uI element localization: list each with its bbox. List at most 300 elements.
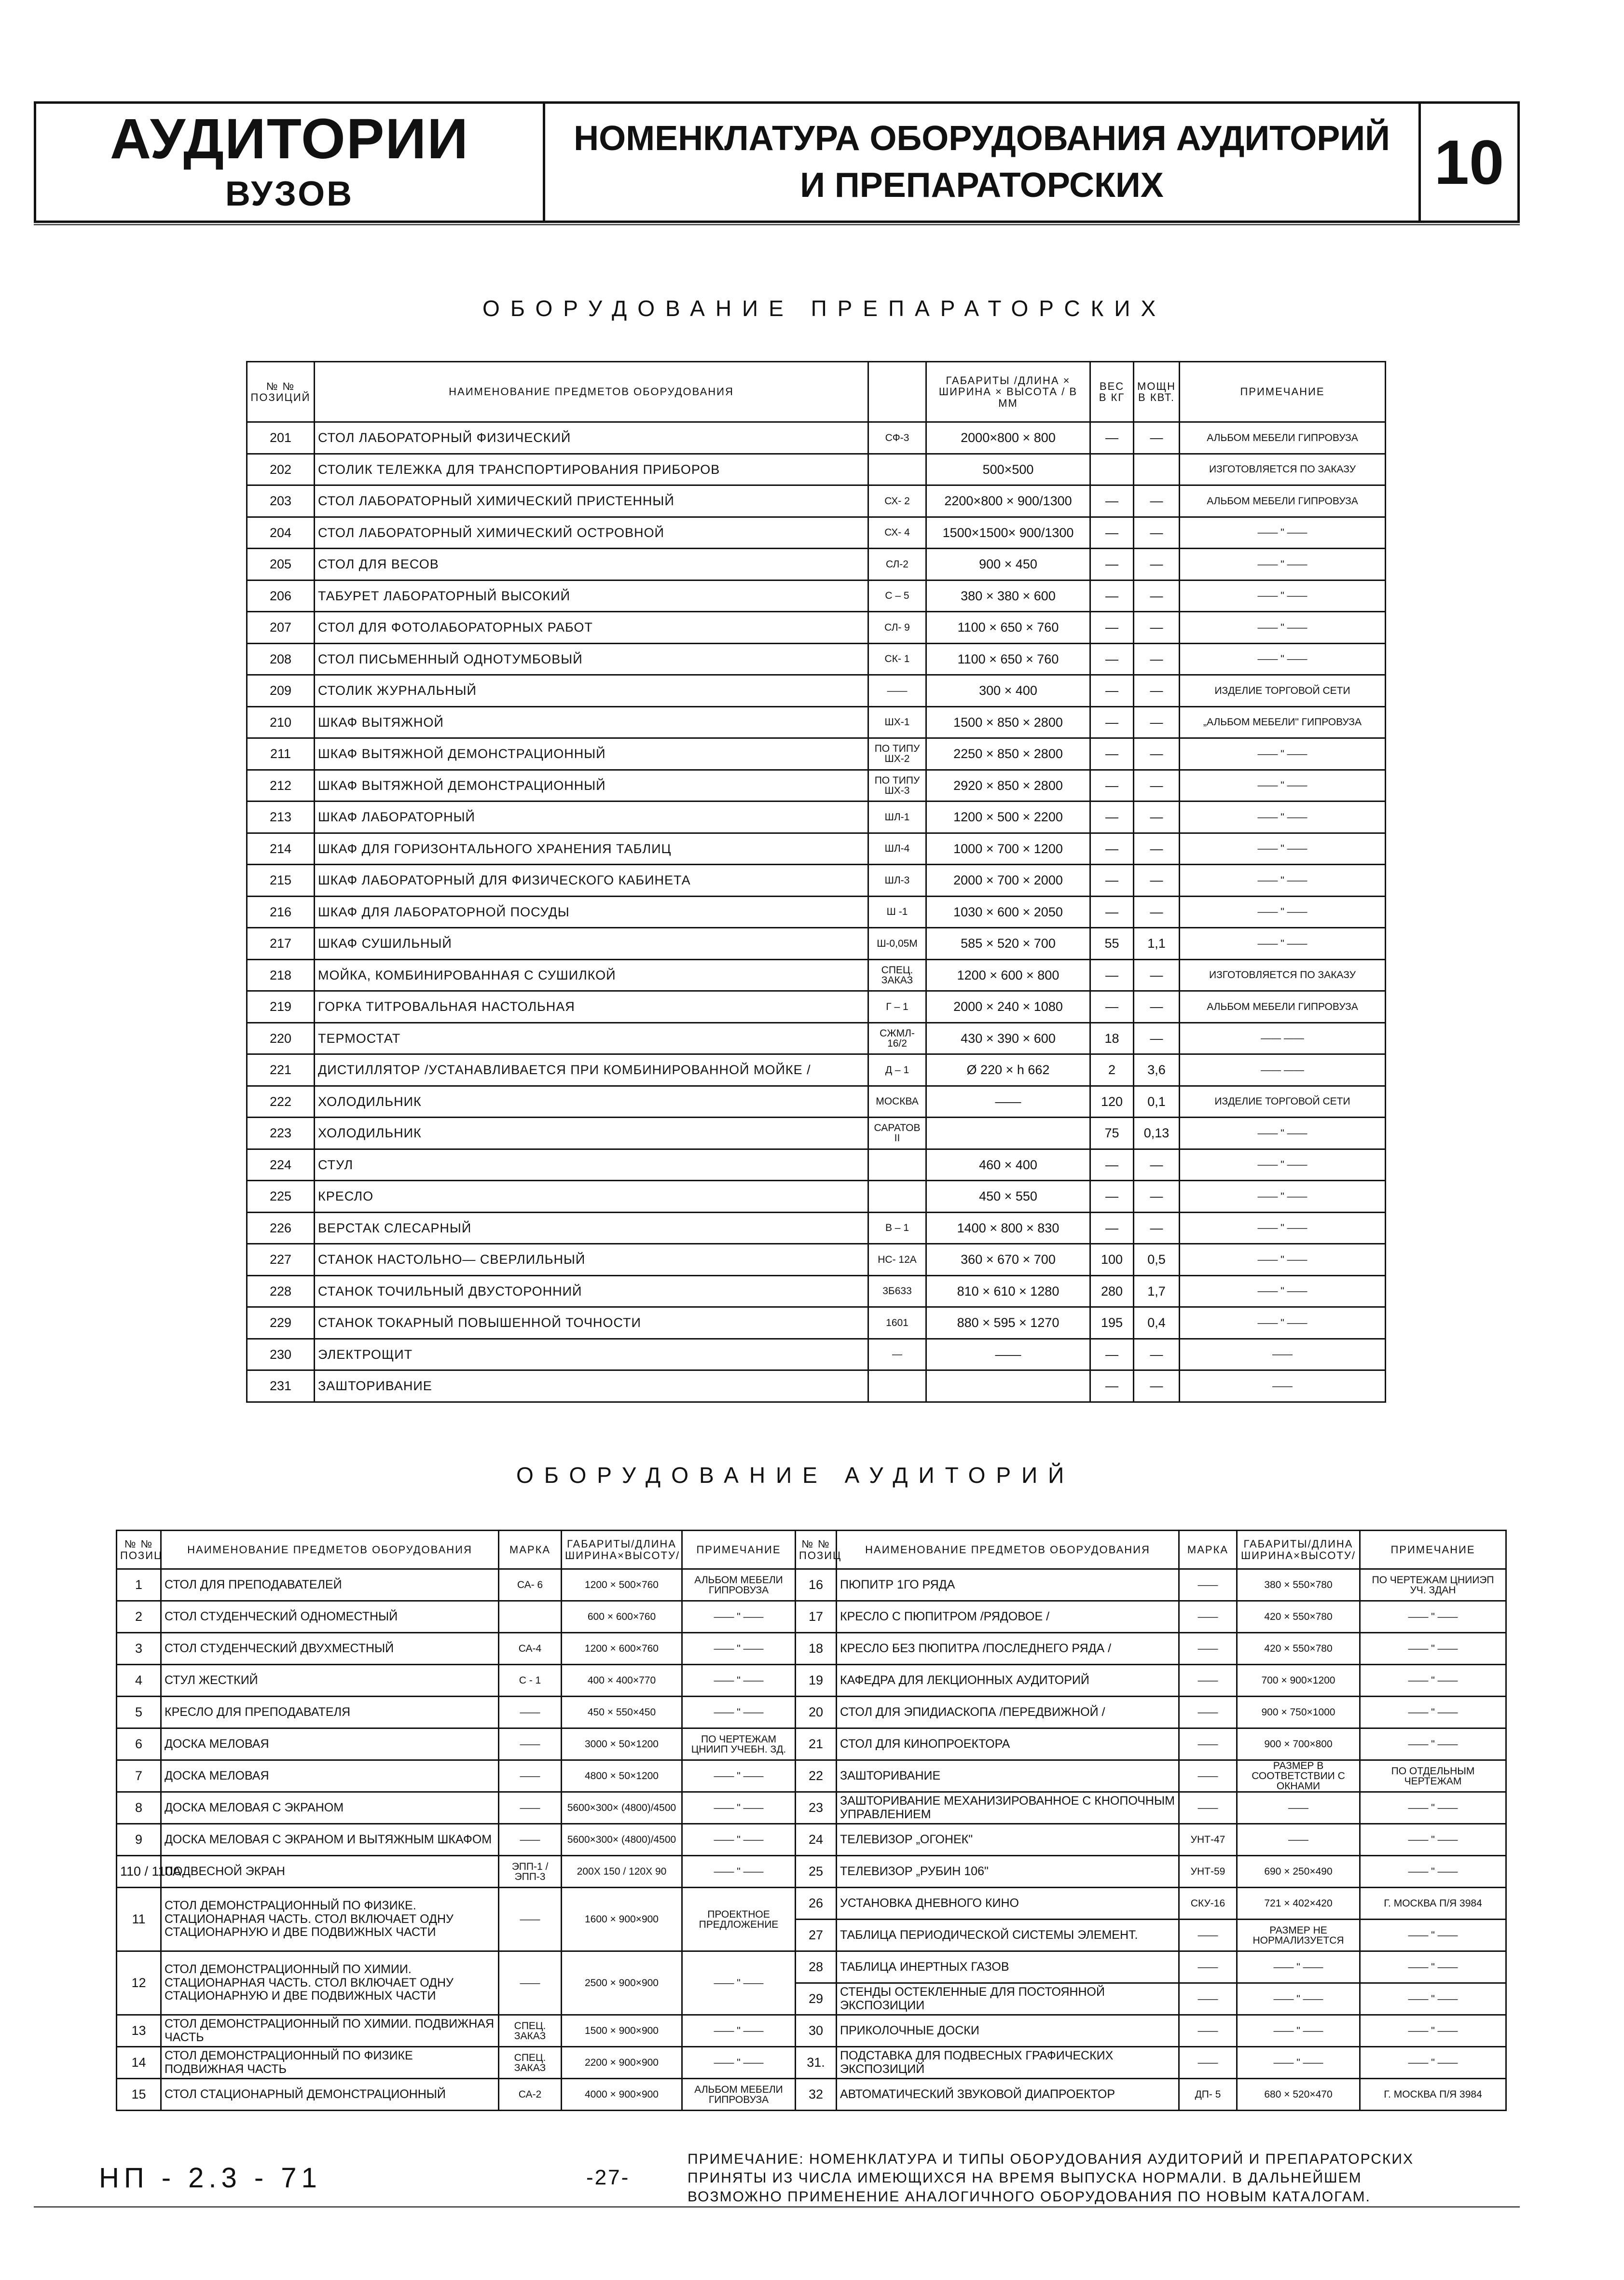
power-cell: — — [1134, 865, 1180, 897]
position-cell: 7 — [117, 1760, 161, 1792]
note-cell: ПО ЧЕРТЕЖАМ ЦНИИП УЧЕБН. ЗД. — [682, 1728, 796, 1760]
mark-cell: —— — [1179, 1697, 1237, 1728]
note-cell: —— " —— — [1360, 1920, 1506, 1951]
table-row — [247, 454, 1386, 485]
mark-cell: ПО ТИПУ ШХ-2 — [868, 738, 926, 770]
table-row — [117, 1665, 1506, 1697]
table-row — [117, 1792, 1506, 1824]
item-name-cell: СТОЛ ДЛЯ ВЕСОВ — [315, 549, 868, 580]
item-name-cell: СТОЛ ДЕМОНСТРАЦИОННЫЙ ПО ФИЗИКЕ ПОДВИЖНАЯ ЧАСТЬ — [161, 2047, 499, 2079]
note-cell: —— " —— — [1180, 833, 1386, 865]
item-name-cell: ДОСКА МЕЛОВАЯ — [161, 1728, 499, 1760]
dimensions-cell: 2200×800 × 900/1300 — [926, 485, 1090, 517]
table-row — [247, 833, 1386, 865]
note-cell: —— " —— — [1360, 1792, 1506, 1824]
position-cell: 17 — [796, 1601, 837, 1633]
mark-cell: —— — [499, 1697, 562, 1728]
table-row — [117, 1569, 1506, 1601]
item-name-cell: СТОЛ ДЕМОНСТРАЦИОННЫЙ ПО ХИМИИ. СТАЦИОНАРНАЯ ЧАСТЬ. СТОЛ ВКЛЮЧАЕТ ОДНУ СТАЦИОНАРНУЮ И ДВЕ ПОДВИЖНЫХ ЧАСТИ — [161, 1951, 499, 2015]
note-cell: —— —— — [1180, 1023, 1386, 1054]
dimensions-cell: 1030 × 600 × 2050 — [926, 896, 1090, 928]
dimensions-cell: 585 × 520 × 700 — [926, 928, 1090, 960]
table-row — [247, 612, 1386, 644]
mark-cell: ДП- 5 — [1179, 2079, 1237, 2111]
dimensions-cell: 4000 × 900×900 — [562, 2079, 682, 2111]
note-cell: —— " —— — [1180, 896, 1386, 928]
note-cell: —— " —— — [1180, 1307, 1386, 1339]
mark-cell: —— — [499, 1728, 562, 1760]
mark-cell: СФ-3 — [868, 422, 926, 454]
position-cell: 25 — [796, 1856, 837, 1888]
mark-cell: СХ- 2 — [868, 485, 926, 517]
position-cell: 212 — [247, 770, 315, 801]
dimensions-cell: 2000 × 240 × 1080 — [926, 991, 1090, 1023]
note-cell: —— " —— — [1360, 1983, 1506, 2015]
mark-cell: —— — [1179, 1601, 1237, 1633]
item-name-cell: СТОЛ ДЕМОНСТРАЦИОННЫЙ ПО ХИМИИ. ПОДВИЖНАЯ ЧАСТЬ — [161, 2015, 499, 2047]
col-header-dimensions: ГАБАРИТЫ/ДЛИНА ШИРИНА×ВЫСОТУ/ — [562, 1531, 682, 1569]
weight-cell: — — [1090, 485, 1134, 517]
table-row — [247, 1370, 1386, 1402]
table-row — [247, 1023, 1386, 1054]
dimensions-cell: 1100 × 650 × 760 — [926, 612, 1090, 644]
note-cell: ИЗДЕЛИЕ ТОРГОВОЙ СЕТИ — [1180, 675, 1386, 707]
item-name-cell: СТОЛИК ЖУРНАЛЬНЫЙ — [315, 675, 868, 707]
table-row — [117, 1697, 1506, 1728]
power-cell: — — [1134, 959, 1180, 991]
mark-cell: СЖМЛ- 16/2 — [868, 1023, 926, 1054]
position-cell: 1 — [117, 1569, 161, 1601]
table-row — [117, 1824, 1506, 1856]
dimensions-cell: —— " —— — [1237, 1983, 1360, 2015]
dimensions-cell: Ø 220 × h 662 — [926, 1054, 1090, 1086]
item-name-cell: СТОЛ ДЛЯ ЭПИДИАСКОПА /ПЕРЕДВИЖНОЙ / — [837, 1697, 1179, 1728]
note-cell: —— — [1180, 1370, 1386, 1402]
mark-cell: Ш -1 — [868, 896, 926, 928]
preparatory-equipment-table — [246, 361, 1386, 1403]
item-name-cell: СТОЛИК ТЕЛЕЖКА ДЛЯ ТРАНСПОРТИРОВАНИЯ ПРИБОРОВ — [315, 454, 868, 485]
power-cell: — — [1134, 675, 1180, 707]
position-cell: 204 — [247, 517, 315, 549]
mark-cell: ШЛ-4 — [868, 833, 926, 865]
power-cell: 0,5 — [1134, 1244, 1180, 1276]
dimensions-cell: 380 × 380 × 600 — [926, 580, 1090, 612]
weight-cell: — — [1090, 1339, 1134, 1370]
power-cell: — — [1134, 1023, 1180, 1054]
mark-cell: —— — [499, 1951, 562, 2015]
note-cell: —— " —— — [682, 1697, 796, 1728]
note-cell: —— " —— — [1180, 1275, 1386, 1307]
dimensions-cell: 1500 × 900×900 — [562, 2015, 682, 2047]
col-header-note: ПРИМЕЧАНИЕ — [682, 1531, 796, 1569]
power-cell: 1,7 — [1134, 1275, 1180, 1307]
mark-cell: —— — [1179, 1569, 1237, 1601]
weight-cell: — — [1090, 896, 1134, 928]
weight-cell: 280 — [1090, 1275, 1134, 1307]
position-cell: 225 — [247, 1181, 315, 1213]
title-block-left — [36, 104, 545, 221]
mark-cell: —— — [1179, 1665, 1237, 1697]
position-cell: 220 — [247, 1023, 315, 1054]
table-row — [247, 770, 1386, 801]
power-cell: — — [1134, 485, 1180, 517]
position-cell: 18 — [796, 1633, 837, 1665]
dimensions-cell: 360 × 670 × 700 — [926, 1244, 1090, 1276]
dimensions-cell: 460 × 400 — [926, 1149, 1090, 1181]
note-cell: —— " —— — [1180, 1149, 1386, 1181]
item-name-cell: УСТАНОВКА ДНЕВНОГО КИНО — [837, 1888, 1179, 1920]
dimensions-cell: 2920 × 850 × 2800 — [926, 770, 1090, 801]
position-cell: 27 — [796, 1920, 837, 1951]
dimensions-cell: —— — [926, 1339, 1090, 1370]
weight-cell: 18 — [1090, 1023, 1134, 1054]
col-header-mark: МАРКА — [1179, 1531, 1237, 1569]
note-cell: „АЛЬБОМ МЕБЕЛИ" ГИПРОВУЗА — [1180, 706, 1386, 738]
note-cell: —— " —— — [682, 2047, 796, 2079]
position-cell: 16 — [796, 1569, 837, 1601]
position-cell: 214 — [247, 833, 315, 865]
item-name-cell: ХОЛОДИЛЬНИК — [315, 1086, 868, 1118]
mark-cell: —— — [499, 1888, 562, 1951]
power-cell: — — [1134, 517, 1180, 549]
item-name-cell: СТУЛ ЖЕСТКИЙ — [161, 1665, 499, 1697]
item-name-cell: ХОЛОДИЛЬНИК — [315, 1118, 868, 1149]
header-divider — [34, 224, 1520, 225]
mark-cell: —— — [1179, 1760, 1237, 1792]
mark-cell: ПО ТИПУ ШХ-3 — [868, 770, 926, 801]
item-name-cell: КАФЕДРА ДЛЯ ЛЕКЦИОННЫХ АУДИТОРИЙ — [837, 1665, 1179, 1697]
footer-divider — [34, 2206, 1520, 2208]
mark-cell: —— — [499, 1760, 562, 1792]
mark-cell: —— — [1179, 1633, 1237, 1665]
power-cell: 0,1 — [1134, 1086, 1180, 1118]
col-header-power: МОЩН В КВТ. — [1134, 362, 1180, 422]
mark-cell: В – 1 — [868, 1212, 926, 1244]
note-cell: —— " —— — [1180, 643, 1386, 675]
position-cell: 226 — [247, 1212, 315, 1244]
dimensions-cell: 2200 × 900×900 — [562, 2047, 682, 2079]
mark-cell: СА-2 — [499, 2079, 562, 2111]
mark-cell: СЛ- 9 — [868, 612, 926, 644]
item-name-cell: КРЕСЛО ДЛЯ ПРЕПОДАВАТЕЛЯ — [161, 1697, 499, 1728]
dimensions-cell — [926, 1118, 1090, 1149]
item-name-cell: СТУЛ — [315, 1149, 868, 1181]
weight-cell: — — [1090, 580, 1134, 612]
item-name-cell: ДИСТИЛЛЯТОР /УСТАНАВЛИВАЕТСЯ ПРИ КОМБИНИРОВАННОЙ МОЙКЕ / — [315, 1054, 868, 1086]
power-cell: 0,13 — [1134, 1118, 1180, 1149]
item-name-cell: АВТОМАТИЧЕСКИЙ ЗВУКОВОЙ ДИАПРОЕКТОР — [837, 2079, 1179, 2111]
position-cell: 228 — [247, 1275, 315, 1307]
dimensions-cell: 2000 × 700 × 2000 — [926, 865, 1090, 897]
item-name-cell: ДОСКА МЕЛОВАЯ С ЭКРАНОМ — [161, 1792, 499, 1824]
dimensions-cell: 1100 × 650 × 760 — [926, 643, 1090, 675]
table-row — [247, 643, 1386, 675]
item-name-cell: ШКАФ ДЛЯ ЛАБОРАТОРНОЙ ПОСУДЫ — [315, 896, 868, 928]
table-row — [247, 1118, 1386, 1149]
footnote-line: ПРИНЯТЫ ИЗ ЧИСЛА ИМЕЮЩИХСЯ НА ВРЕМЯ ВЫПУСКА НОРМАЛИ. В ДАЛЬНЕЙШЕМ — [688, 2170, 1362, 2186]
item-name-cell: ПОДВЕСНОЙ ЭКРАН — [161, 1856, 499, 1888]
note-cell: ПО ЧЕРТЕЖАМ ЦНИИЭП УЧ. ЗДАН — [1360, 1569, 1506, 1601]
weight-cell: — — [1090, 801, 1134, 833]
position-cell: 211 — [247, 738, 315, 770]
dimensions-cell: 5600×300× (4800)/4500 — [562, 1792, 682, 1824]
position-cell: 209 — [247, 675, 315, 707]
mark-cell: ЭПП-1 / ЭПП-3 — [499, 1856, 562, 1888]
item-name-cell: ВЕРСТАК СЛЕСАРНЫЙ — [315, 1212, 868, 1244]
col-header-name: НАИМЕНОВАНИЕ ПРЕДМЕТОВ ОБОРУДОВАНИЯ — [837, 1531, 1179, 1569]
table-row — [247, 517, 1386, 549]
table-row — [247, 928, 1386, 960]
position-cell: 28 — [796, 1951, 837, 1983]
position-cell: 203 — [247, 485, 315, 517]
preparatory-section-title: ОБОРУДОВАНИЕ ПРЕПАРАТОРСКИХ — [482, 296, 1167, 321]
note-cell: —— " —— — [682, 1633, 796, 1665]
mark-cell: ШХ-1 — [868, 706, 926, 738]
note-cell: —— " —— — [1360, 1856, 1506, 1888]
note-cell: —— " —— — [1360, 1697, 1506, 1728]
mark-cell: —— — [499, 1824, 562, 1856]
table-row — [247, 865, 1386, 897]
col-header-mark — [868, 362, 926, 422]
table-row — [117, 1728, 1506, 1760]
dimensions-cell: 1400 × 800 × 830 — [926, 1212, 1090, 1244]
dimensions-cell: —— " —— — [1237, 2015, 1360, 2047]
position-cell: 23 — [796, 1792, 837, 1824]
dimensions-cell: 1600 × 900×900 — [562, 1888, 682, 1951]
note-cell: АЛЬБОМ МЕБЕЛИ ГИПРОВУЗА — [1180, 485, 1386, 517]
position-cell: 231 — [247, 1370, 315, 1402]
position-cell: 9 — [117, 1824, 161, 1856]
table-row — [247, 1339, 1386, 1370]
table-row — [117, 1888, 1506, 1920]
mark-cell: СА-4 — [499, 1633, 562, 1665]
item-name-cell: ШКАФ ВЫТЯЖНОЙ — [315, 706, 868, 738]
mark-cell: —— — [499, 1792, 562, 1824]
dimensions-cell: 600 × 600×760 — [562, 1601, 682, 1633]
footnote-line: ПРИМЕЧАНИЕ: НОМЕНКЛАТУРА И ТИПЫ ОБОРУДОВАНИЯ АУДИТОРИЙ И ПРЕПАРАТОРСКИХ — [688, 2151, 1414, 2167]
table-row — [247, 580, 1386, 612]
item-name-cell: ЗАШТОРИВАНИЕ — [837, 1760, 1179, 1792]
dimensions-cell: 2000×800 × 800 — [926, 422, 1090, 454]
dimensions-cell: 1500×1500× 900/1300 — [926, 517, 1090, 549]
mark-cell: — — [868, 1339, 926, 1370]
dimensions-cell — [926, 1370, 1090, 1402]
mark-cell: —— — [1179, 1983, 1237, 2015]
dimensions-cell: 700 × 900×1200 — [1237, 1665, 1360, 1697]
weight-cell: — — [1090, 865, 1134, 897]
position-cell: 24 — [796, 1824, 837, 1856]
note-cell: АЛЬБОМ МЕБЕЛИ ГИПРОВУЗА — [1180, 991, 1386, 1023]
note-cell: —— " —— — [682, 1665, 796, 1697]
item-name-cell: ТЕЛЕВИЗОР „ОГОНЕК" — [837, 1824, 1179, 1856]
table-row — [247, 1054, 1386, 1086]
weight-cell: 100 — [1090, 1244, 1134, 1276]
note-cell: Г. МОСКВА П/Я 3984 — [1360, 2079, 1506, 2111]
mark-cell: НС- 12А — [868, 1244, 926, 1276]
position-cell: 8 — [117, 1792, 161, 1824]
table-row — [247, 738, 1386, 770]
item-name-cell: ЗАШТОРИВАНИЕ — [315, 1370, 868, 1402]
dimensions-cell: —— — [1237, 1824, 1360, 1856]
power-cell: — — [1134, 1149, 1180, 1181]
mark-cell — [868, 454, 926, 485]
position-cell: 11 — [117, 1888, 161, 1951]
mark-cell: Д – 1 — [868, 1054, 926, 1086]
dimensions-cell: 2250 × 850 × 2800 — [926, 738, 1090, 770]
dimensions-cell: 900 × 450 — [926, 549, 1090, 580]
position-cell: 218 — [247, 959, 315, 991]
dimensions-cell: 1000 × 700 × 1200 — [926, 833, 1090, 865]
dimensions-cell: 900 × 700×800 — [1237, 1728, 1360, 1760]
mark-cell — [868, 1181, 926, 1213]
note-cell: —— " —— — [1180, 1181, 1386, 1213]
position-cell: 227 — [247, 1244, 315, 1276]
power-cell: 3,6 — [1134, 1054, 1180, 1086]
dimensions-cell: —— — [1237, 1792, 1360, 1824]
item-name-cell: СТОЛ ПИСЬМЕННЫЙ ОДНОТУМБОВЫЙ — [315, 643, 868, 675]
table-row — [247, 675, 1386, 707]
power-cell: — — [1134, 991, 1180, 1023]
item-name-cell: СТОЛ ДЛЯ ПРЕПОДАВАТЕЛЕЙ — [161, 1569, 499, 1601]
position-cell: 202 — [247, 454, 315, 485]
weight-cell: 120 — [1090, 1086, 1134, 1118]
position-cell: 110 / 110А — [117, 1856, 161, 1888]
dimensions-cell: 1200 × 600 × 800 — [926, 959, 1090, 991]
item-name-cell: СТЕНДЫ ОСТЕКЛЕННЫЕ ДЛЯ ПОСТОЯННОЙ ЭКСПОЗИЦИИ — [837, 1983, 1179, 2015]
table-row — [247, 706, 1386, 738]
item-name-cell: СТОЛ ДЕМОНСТРАЦИОННЫЙ ПО ФИЗИКЕ. СТАЦИОНАРНАЯ ЧАСТЬ. СТОЛ ВКЛЮЧАЕТ ОДНУ СТАЦИОНАРНУЮ И ДВЕ ПОДВИЖНЫХ ЧАСТИ — [161, 1888, 499, 1951]
position-cell: 222 — [247, 1086, 315, 1118]
sheet-number: 10 — [1434, 127, 1504, 197]
position-cell: 4 — [117, 1665, 161, 1697]
dimensions-cell: 690 × 250×490 — [1237, 1856, 1360, 1888]
power-cell: — — [1134, 1212, 1180, 1244]
position-cell: 221 — [247, 1054, 315, 1086]
item-name-cell: СТАНОК ТОЧИЛЬНЫЙ ДВУСТОРОННИЙ — [315, 1275, 868, 1307]
position-cell: 22 — [796, 1760, 837, 1792]
dimensions-cell: —— — [926, 1086, 1090, 1118]
mark-cell: СЛ-2 — [868, 549, 926, 580]
weight-cell: — — [1090, 770, 1134, 801]
weight-cell: — — [1090, 549, 1134, 580]
item-name-cell: ЭЛЕКТРОЩИТ — [315, 1339, 868, 1370]
position-cell: 29 — [796, 1983, 837, 2015]
item-name-cell: СТОЛ СТАЦИОНАРНЫЙ ДЕМОНСТРАЦИОННЫЙ — [161, 2079, 499, 2111]
dimensions-cell: 420 × 550×780 — [1237, 1633, 1360, 1665]
item-name-cell: ПРИКОЛОЧНЫЕ ДОСКИ — [837, 2015, 1179, 2047]
table-row — [247, 959, 1386, 991]
position-cell: 3 — [117, 1633, 161, 1665]
position-cell: 208 — [247, 643, 315, 675]
item-name-cell: СТОЛ ДЛЯ КИНОПРОЕКТОРА — [837, 1728, 1179, 1760]
dimensions-cell: 721 × 402×420 — [1237, 1888, 1360, 1920]
dimensions-cell: 1500 × 850 × 2800 — [926, 706, 1090, 738]
col-header-dimensions: ГАБАРИТЫ/ДЛИНА ШИРИНА×ВЫСОТУ/ — [1237, 1531, 1360, 1569]
table-row — [247, 1181, 1386, 1213]
item-name-cell: КРЕСЛО — [315, 1181, 868, 1213]
item-name-cell: ШКАФ СУШИЛЬНЫЙ — [315, 928, 868, 960]
mark-cell: СПЕЦ. ЗАКАЗ — [499, 2015, 562, 2047]
table-row — [247, 1307, 1386, 1339]
note-cell: —— " —— — [1360, 1728, 1506, 1760]
dimensions-cell: 400 × 400×770 — [562, 1665, 682, 1697]
mark-cell: СК- 1 — [868, 643, 926, 675]
item-name-cell: ТЕРМОСТАТ — [315, 1023, 868, 1054]
note-cell: АЛЬБОМ МЕБЕЛИ ГИПРОВУЗА — [682, 2079, 796, 2111]
position-cell: 5 — [117, 1697, 161, 1728]
mark-cell: —— — [1179, 1951, 1237, 1983]
item-name-cell: СТАНОК НАСТОЛЬНО— СВЕРЛИЛЬНЫЙ — [315, 1244, 868, 1276]
table-row — [247, 1244, 1386, 1276]
dimensions-cell: 4800 × 50×1200 — [562, 1760, 682, 1792]
mark-cell: —— — [1179, 1728, 1237, 1760]
col-header-dimensions: ГАБАРИТЫ /ДЛИНА × ШИРИНА × ВЫСОТА / В ММ — [926, 362, 1090, 422]
note-cell: —— " —— — [1180, 1212, 1386, 1244]
position-cell: 217 — [247, 928, 315, 960]
weight-cell: — — [1090, 1212, 1134, 1244]
item-name-cell: СТОЛ СТУДЕНЧЕСКИЙ ДВУХМЕСТНЫЙ — [161, 1633, 499, 1665]
table-row — [117, 2015, 1506, 2047]
table-row — [247, 422, 1386, 454]
note-cell: —— " —— — [1360, 1824, 1506, 1856]
mark-cell — [499, 1601, 562, 1633]
item-name-cell: СТАНОК ТОКАРНЫЙ ПОВЫШЕННОЙ ТОЧНОСТИ — [315, 1307, 868, 1339]
table-row — [247, 896, 1386, 928]
dimensions-cell: 3000 × 50×1200 — [562, 1728, 682, 1760]
position-cell: 201 — [247, 422, 315, 454]
position-cell: 229 — [247, 1307, 315, 1339]
note-cell: Г. МОСКВА П/Я 3984 — [1360, 1888, 1506, 1920]
document-code: НП - 2.3 - 71 — [99, 2162, 322, 2194]
item-name-cell: ШКАФ ВЫТЯЖНОЙ ДЕМОНСТРАЦИОННЫЙ — [315, 770, 868, 801]
note-cell: —— " —— — [1180, 770, 1386, 801]
item-name-cell: ЗАШТОРИВАНИЕ МЕХАНИЗИРОВАННОЕ С КНОПОЧНЫМ УПРАВЛЕНИЕМ — [837, 1792, 1179, 1824]
dimensions-cell: 380 × 550×780 — [1237, 1569, 1360, 1601]
weight-cell: — — [1090, 612, 1134, 644]
mark-cell: Ш-0,05М — [868, 928, 926, 960]
mark-cell: Г – 1 — [868, 991, 926, 1023]
item-name-cell: СТОЛ ЛАБОРАТОРНЫЙ ФИЗИЧЕСКИЙ — [315, 422, 868, 454]
note-cell: —— " —— — [682, 1601, 796, 1633]
weight-cell — [1090, 454, 1134, 485]
dimensions-cell: 430 × 390 × 600 — [926, 1023, 1090, 1054]
dimensions-cell: 900 × 750×1000 — [1237, 1697, 1360, 1728]
weight-cell: — — [1090, 1181, 1134, 1213]
power-cell: — — [1134, 1339, 1180, 1370]
table-row — [247, 801, 1386, 833]
power-cell — [1134, 454, 1180, 485]
weight-cell: — — [1090, 833, 1134, 865]
item-name-cell: СТОЛ ДЛЯ ФОТОЛАБОРАТОРНЫХ РАБОТ — [315, 612, 868, 644]
title-block — [34, 101, 1520, 223]
item-name-cell: ГОРКА ТИТРОВАЛЬНАЯ НАСТОЛЬНАЯ — [315, 991, 868, 1023]
position-cell: 223 — [247, 1118, 315, 1149]
item-name-cell: СТОЛ ЛАБОРАТОРНЫЙ ХИМИЧЕСКИЙ ПРИСТЕННЫЙ — [315, 485, 868, 517]
note-cell: —— " —— — [1180, 928, 1386, 960]
weight-cell: — — [1090, 991, 1134, 1023]
position-cell: 14 — [117, 2047, 161, 2079]
note-cell: —— " —— — [682, 1824, 796, 1856]
position-cell: 224 — [247, 1149, 315, 1181]
mark-cell: —— — [1179, 1920, 1237, 1951]
position-cell: 15 — [117, 2079, 161, 2111]
dimensions-cell: РАЗМЕР В СООТВЕТСТВИИ С ОКНАМИ — [1237, 1760, 1360, 1792]
note-cell: —— " —— — [682, 1792, 796, 1824]
weight-cell: — — [1090, 643, 1134, 675]
item-name-cell: ДОСКА МЕЛОВАЯ — [161, 1760, 499, 1792]
position-cell: 30 — [796, 2015, 837, 2047]
mark-cell: 1601 — [868, 1307, 926, 1339]
